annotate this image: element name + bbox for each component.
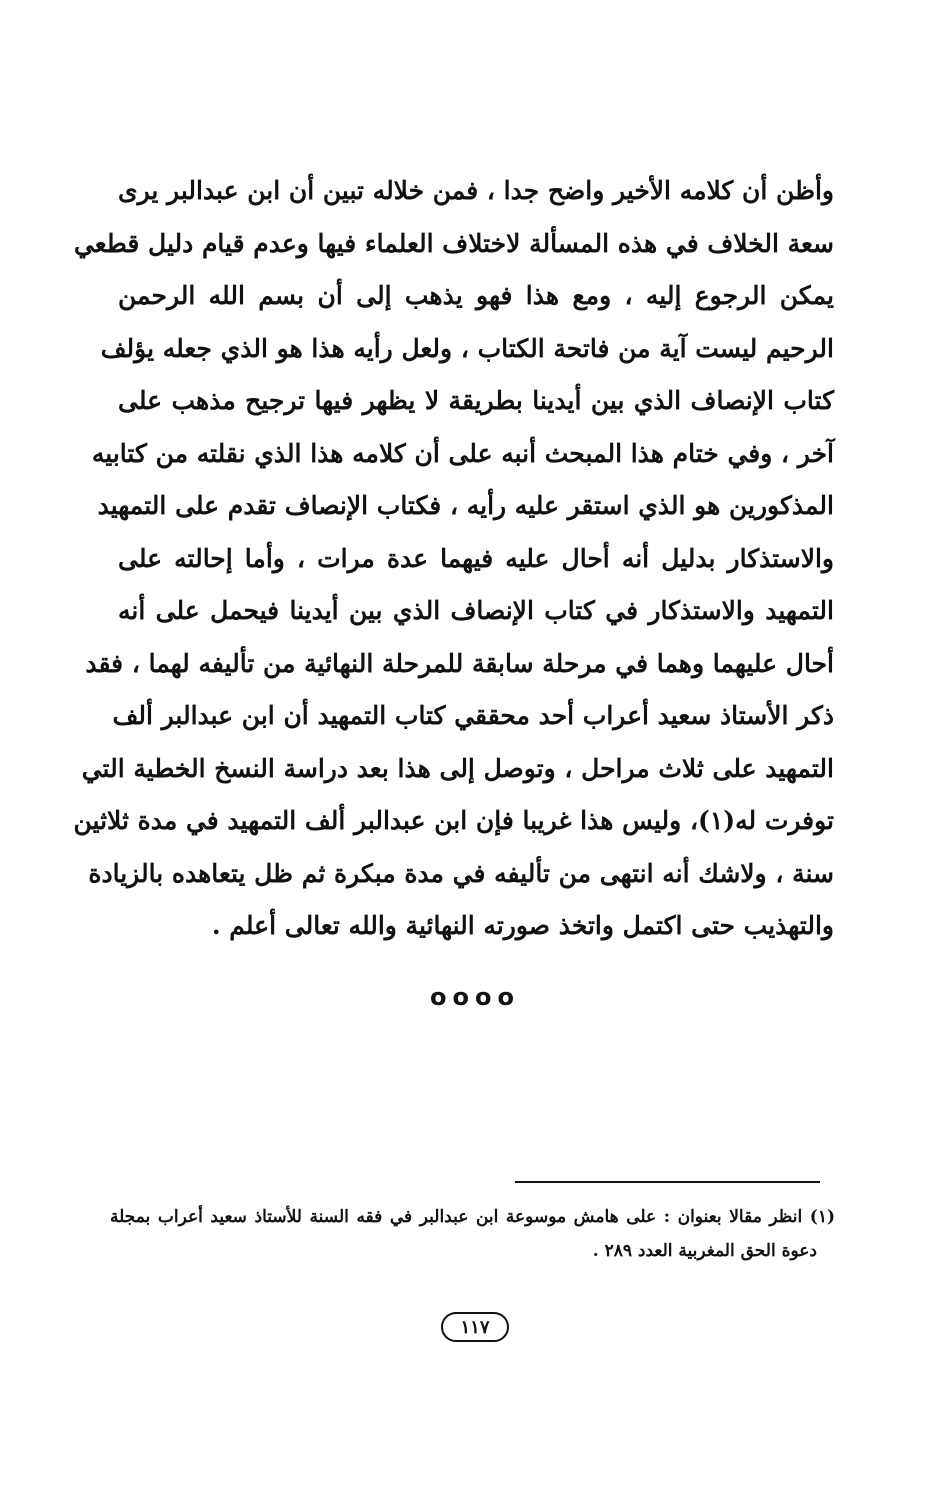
text-line: كتاب الإنصاف الذي بين أيدينا بطريقة لا يظهر فيها ترجيح مذهب على	[118, 386, 834, 415]
text-line: وأظن أن كلامه الأخير واضح جدا ، فمن خلاله تبين أن ابن عبدالبر يرى	[118, 176, 834, 205]
text-line: ذكر الأستاذ سعيد أعراب أحد محققي كتاب التمهيد أن ابن عبدالبر ألف	[112, 701, 834, 730]
footnote-rule	[515, 1181, 820, 1183]
footnote	[110, 1200, 835, 1268]
text-line: الرحيم ليست آية من فاتحة الكتاب ، ولعل رأيه هذا هو الذي جعله يؤلف	[100, 333, 834, 363]
text-line: والاستذكار بدليل أنه أحال عليه فيهما عدة مرات ، وأما إحالته على	[118, 543, 834, 573]
text-line: سعة الخلاف في هذه المسألة لاختلاف العلماء فيها وعدم قيام دليل قطعي	[73, 228, 834, 258]
text-line: يمكن الرجوع إليه ، ومع هذا فهو يذهب إلى أن بسم الله الرحمن	[118, 281, 834, 310]
text-line: سنة ، ولاشك أنه انتهى من تأليفه في مدة مبكرة ثم ظل يتعاهده بالزيادة	[88, 858, 834, 888]
main-paragraph	[73, 165, 834, 953]
page-number: ١١٧	[441, 1312, 509, 1342]
text-line: توفرت له(١)، وليس هذا غريبا فإن ابن عبدالبر ألف التمهيد في مدة ثلاثين	[73, 806, 834, 835]
text-line: أحال عليهما وهما في مرحلة سابقة للمرحلة النهائية من تأليفه لهما ، فقد	[85, 648, 834, 678]
footnote-line: دعوة الحق المغربية العدد ٢٨٩ .	[592, 1241, 817, 1261]
section-separator: oooo	[430, 983, 520, 1011]
text-line: والتهذيب حتى اكتمل واتخذ صورته النهائية والله تعالى أعلم .	[211, 911, 834, 940]
text-line: المذكورين هو الذي استقر عليه رأيه ، فكتاب الإنصاف تقدم على التمهيد	[97, 491, 834, 520]
text-line: آخر ، وفي ختام هذا المبحث أنبه على أن كلامه هذا الذي نقلته من كتابيه	[91, 438, 834, 468]
text-line: التمهيد على ثلاث مراحل ، وتوصل إلى هذا بعد دراسة النسخ الخطية التي	[81, 753, 834, 783]
footnote-line: (١) انظر مقالا بعنوان : على هامش موسوعة ابن عبدالبر في فقه السنة للأستاذ سعيد أعراب بمجلة	[110, 1207, 835, 1227]
text-line: التمهيد والاستذكار في كتاب الإنصاف الذي بين أيدينا فيحمل على أنه	[118, 596, 834, 625]
